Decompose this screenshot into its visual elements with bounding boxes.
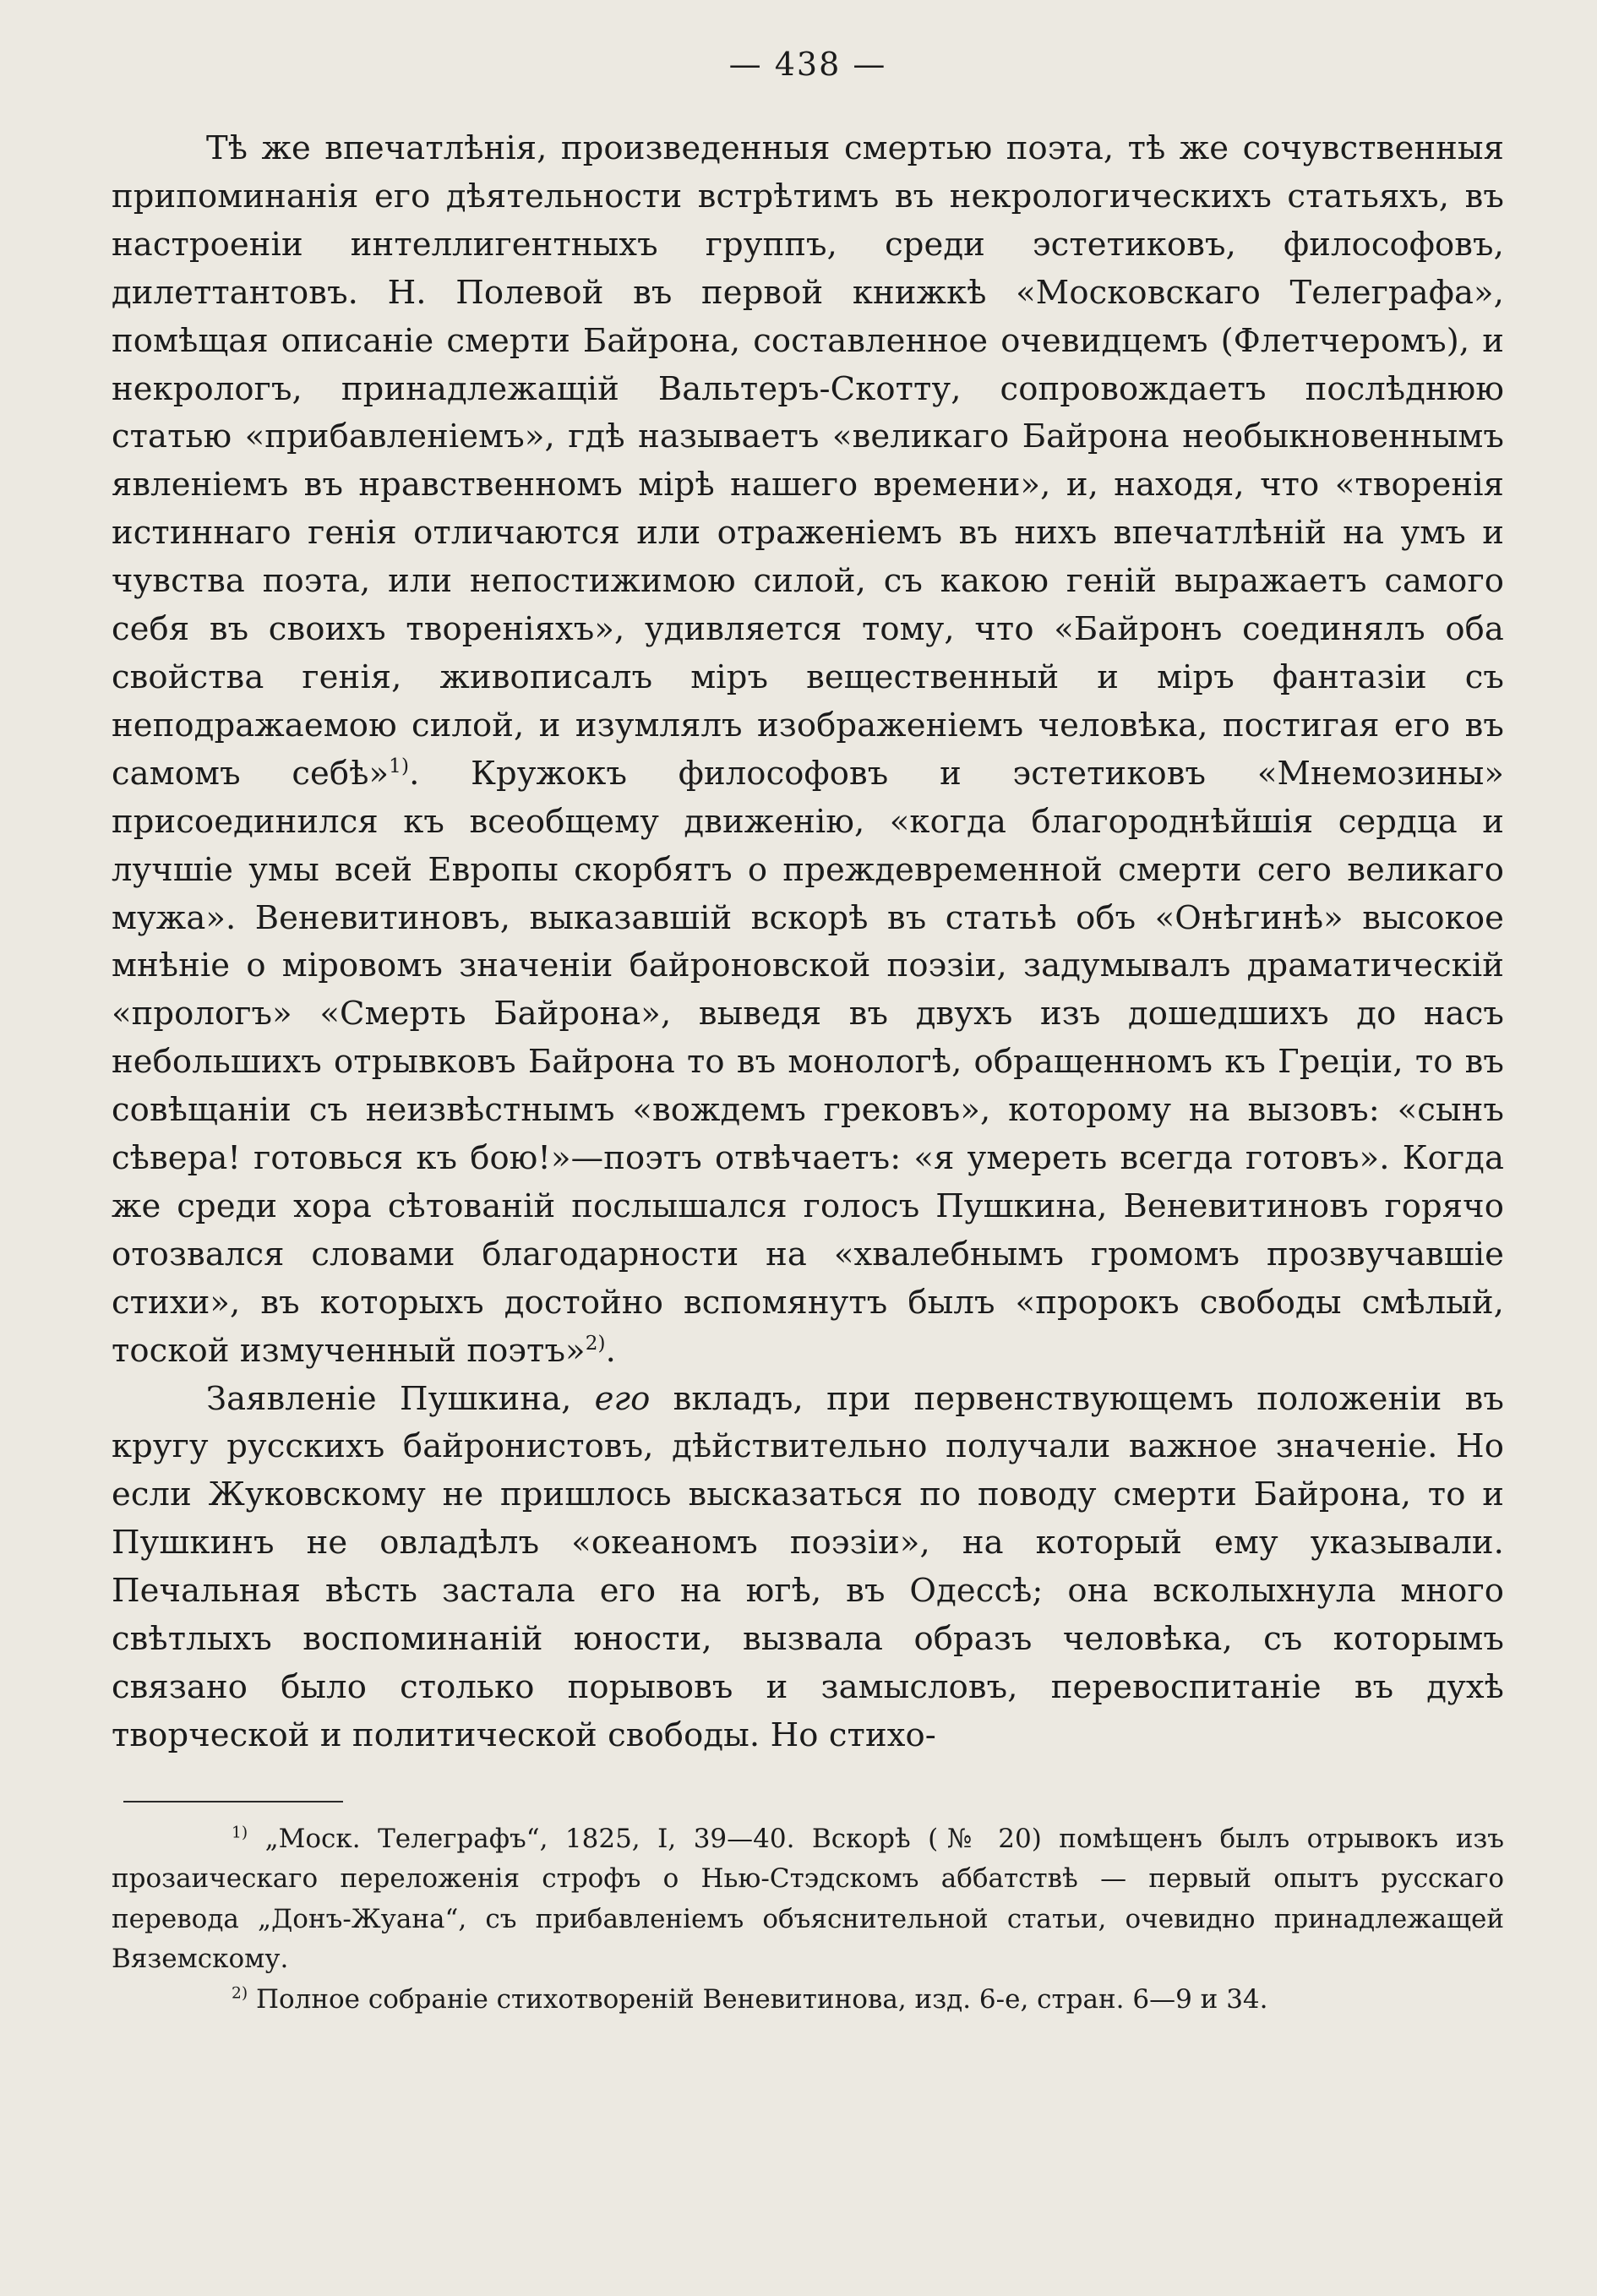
footnote-1 xyxy=(112,1819,1504,1980)
paragraph-2-text-start: Заявленіе Пушкина, xyxy=(206,1379,595,1418)
footnote-2 xyxy=(112,1980,1504,2021)
footnote-2-text: Полное собраніе стихотвореній Веневитинова, изд. 6-е, стран. 6—9 и 34. xyxy=(255,1983,1268,2015)
footnote-divider xyxy=(123,1801,343,1802)
paragraph-1-text: Тѣ же впечатлѣнія, произведенныя смертью поэта, тѣ же сочувственныя припоминанія его дѣятельности встрѣтимъ въ некрологическихъ статьяхъ, въ настроеніи интеллигентныхъ группъ, среди эстетиковъ, философовъ, дилеттантовъ. Н. Полевой въ первой книжкѣ «Московскаго Телеграфа», помѣщая описаніе смерти Байрона, составленное очевидцемъ (Флетчеромъ), и некрологъ, принадлежащій Вальтеръ-Скотту, сопровождаетъ послѣднюю статью «прибавленіемъ», гдѣ называетъ «великаго Байрона необыкновеннымъ явленіемъ въ нравственномъ мірѣ нашего времени», и, находя, что «творенія истиннаго генія отличаются или отраженіемъ въ нихъ впечатлѣній на умъ и чувства поэта, или непостижимою силой, съ какою геній выражаетъ самого себя въ своихъ твореніяхъ», удивляется тому, что «Байронъ соединялъ оба свойства генія, живописалъ міръ вещественный и міръ фантазіи съ неподражаемою силой, и изумлялъ изображеніемъ человѣка, постигая его въ самомъ себѣ» xyxy=(112,129,1504,793)
footnote-1-text: „Моск. Телеграфъ“, 1825, I, 39—40. Вскорѣ (№ 20) помѣщенъ былъ отрывокъ изъ прозаическаго переложенія строфъ о Нью-Стэдскомъ аббатствѣ — первый опытъ русскаго перевода „Донъ-Жуана“, съ прибавленіемъ объяснительной статьи, очевидно принадлежащей Вяземскому. xyxy=(112,1823,1504,1975)
paragraph-2-text-rest: вкладъ, при первенствующемъ положеніи въ кругу русскихъ байронистовъ, дѣйствительно получали важное значеніе. Но если Жуковскому не пришлось высказаться по поводу смерти Байрона, то и Пушкинъ не овладѣлъ «океаномъ поэзіи», на который ему указывали. Печальная вѣсть застала его на югѣ, въ Одессѣ; она всколыхнула много свѣтлыхъ воспоминаній юности, вызвала образъ человѣка, съ которымъ связано было столько порывовъ и замысловъ, перевоспитаніе въ духѣ творческой и политической свободы. Но стихо- xyxy=(112,1379,1504,1754)
footnote-2-marker: 2) xyxy=(232,1984,248,2003)
paragraph-1 xyxy=(112,125,1504,1376)
paragraph-2 xyxy=(112,1376,1504,1760)
paragraph-2-emphasis: его xyxy=(594,1379,651,1418)
footnote-ref-2: 2) xyxy=(585,1332,606,1355)
footnote-ref-1: 1) xyxy=(389,755,410,777)
body-text xyxy=(112,125,1504,1760)
footnote-1-marker: 1) xyxy=(232,1824,248,1842)
page-number: — 438 — xyxy=(728,46,887,83)
footnotes xyxy=(112,1819,1504,2021)
paragraph-1-end: . xyxy=(605,1331,616,1370)
paragraph-1-continuation: . Кружокъ философовъ и эстетиковъ «Мнемозины» присоединился къ всеобщему движенію, «когда благороднѣйшія сердца и лучшіе умы всей Европы скорбятъ о преждевременной смерти сего великаго мужа». Веневитиновъ, выказавшій вскорѣ въ статьѣ объ «Онѣгинѣ» высокое мнѣніе о міровомъ значеніи байроновской поэзіи, задумывалъ драматическій «прологъ» «Смерть Байрона», выведя въ двухъ изъ дошедшихъ до насъ небольшихъ отрывковъ Байрона то въ монологѣ, обращенномъ къ Греціи, то въ совѣщаніи съ неизвѣстнымъ «вождемъ грековъ», которому на вызовъ: «сынъ сѣвера! готовься къ бою!»—поэтъ отвѣчаетъ: «я умереть всегда готовъ». Когда же среди хора сѣтованій послышался голосъ Пушкина, Веневитиновъ горячо отозвался словами благодарности на «хвалебнымъ громомъ прозвучавшіе стихи», въ которыхъ достойно вспомянутъ былъ «пророкъ свободы смѣлый, тоской измученный поэтъ» xyxy=(112,754,1504,1370)
